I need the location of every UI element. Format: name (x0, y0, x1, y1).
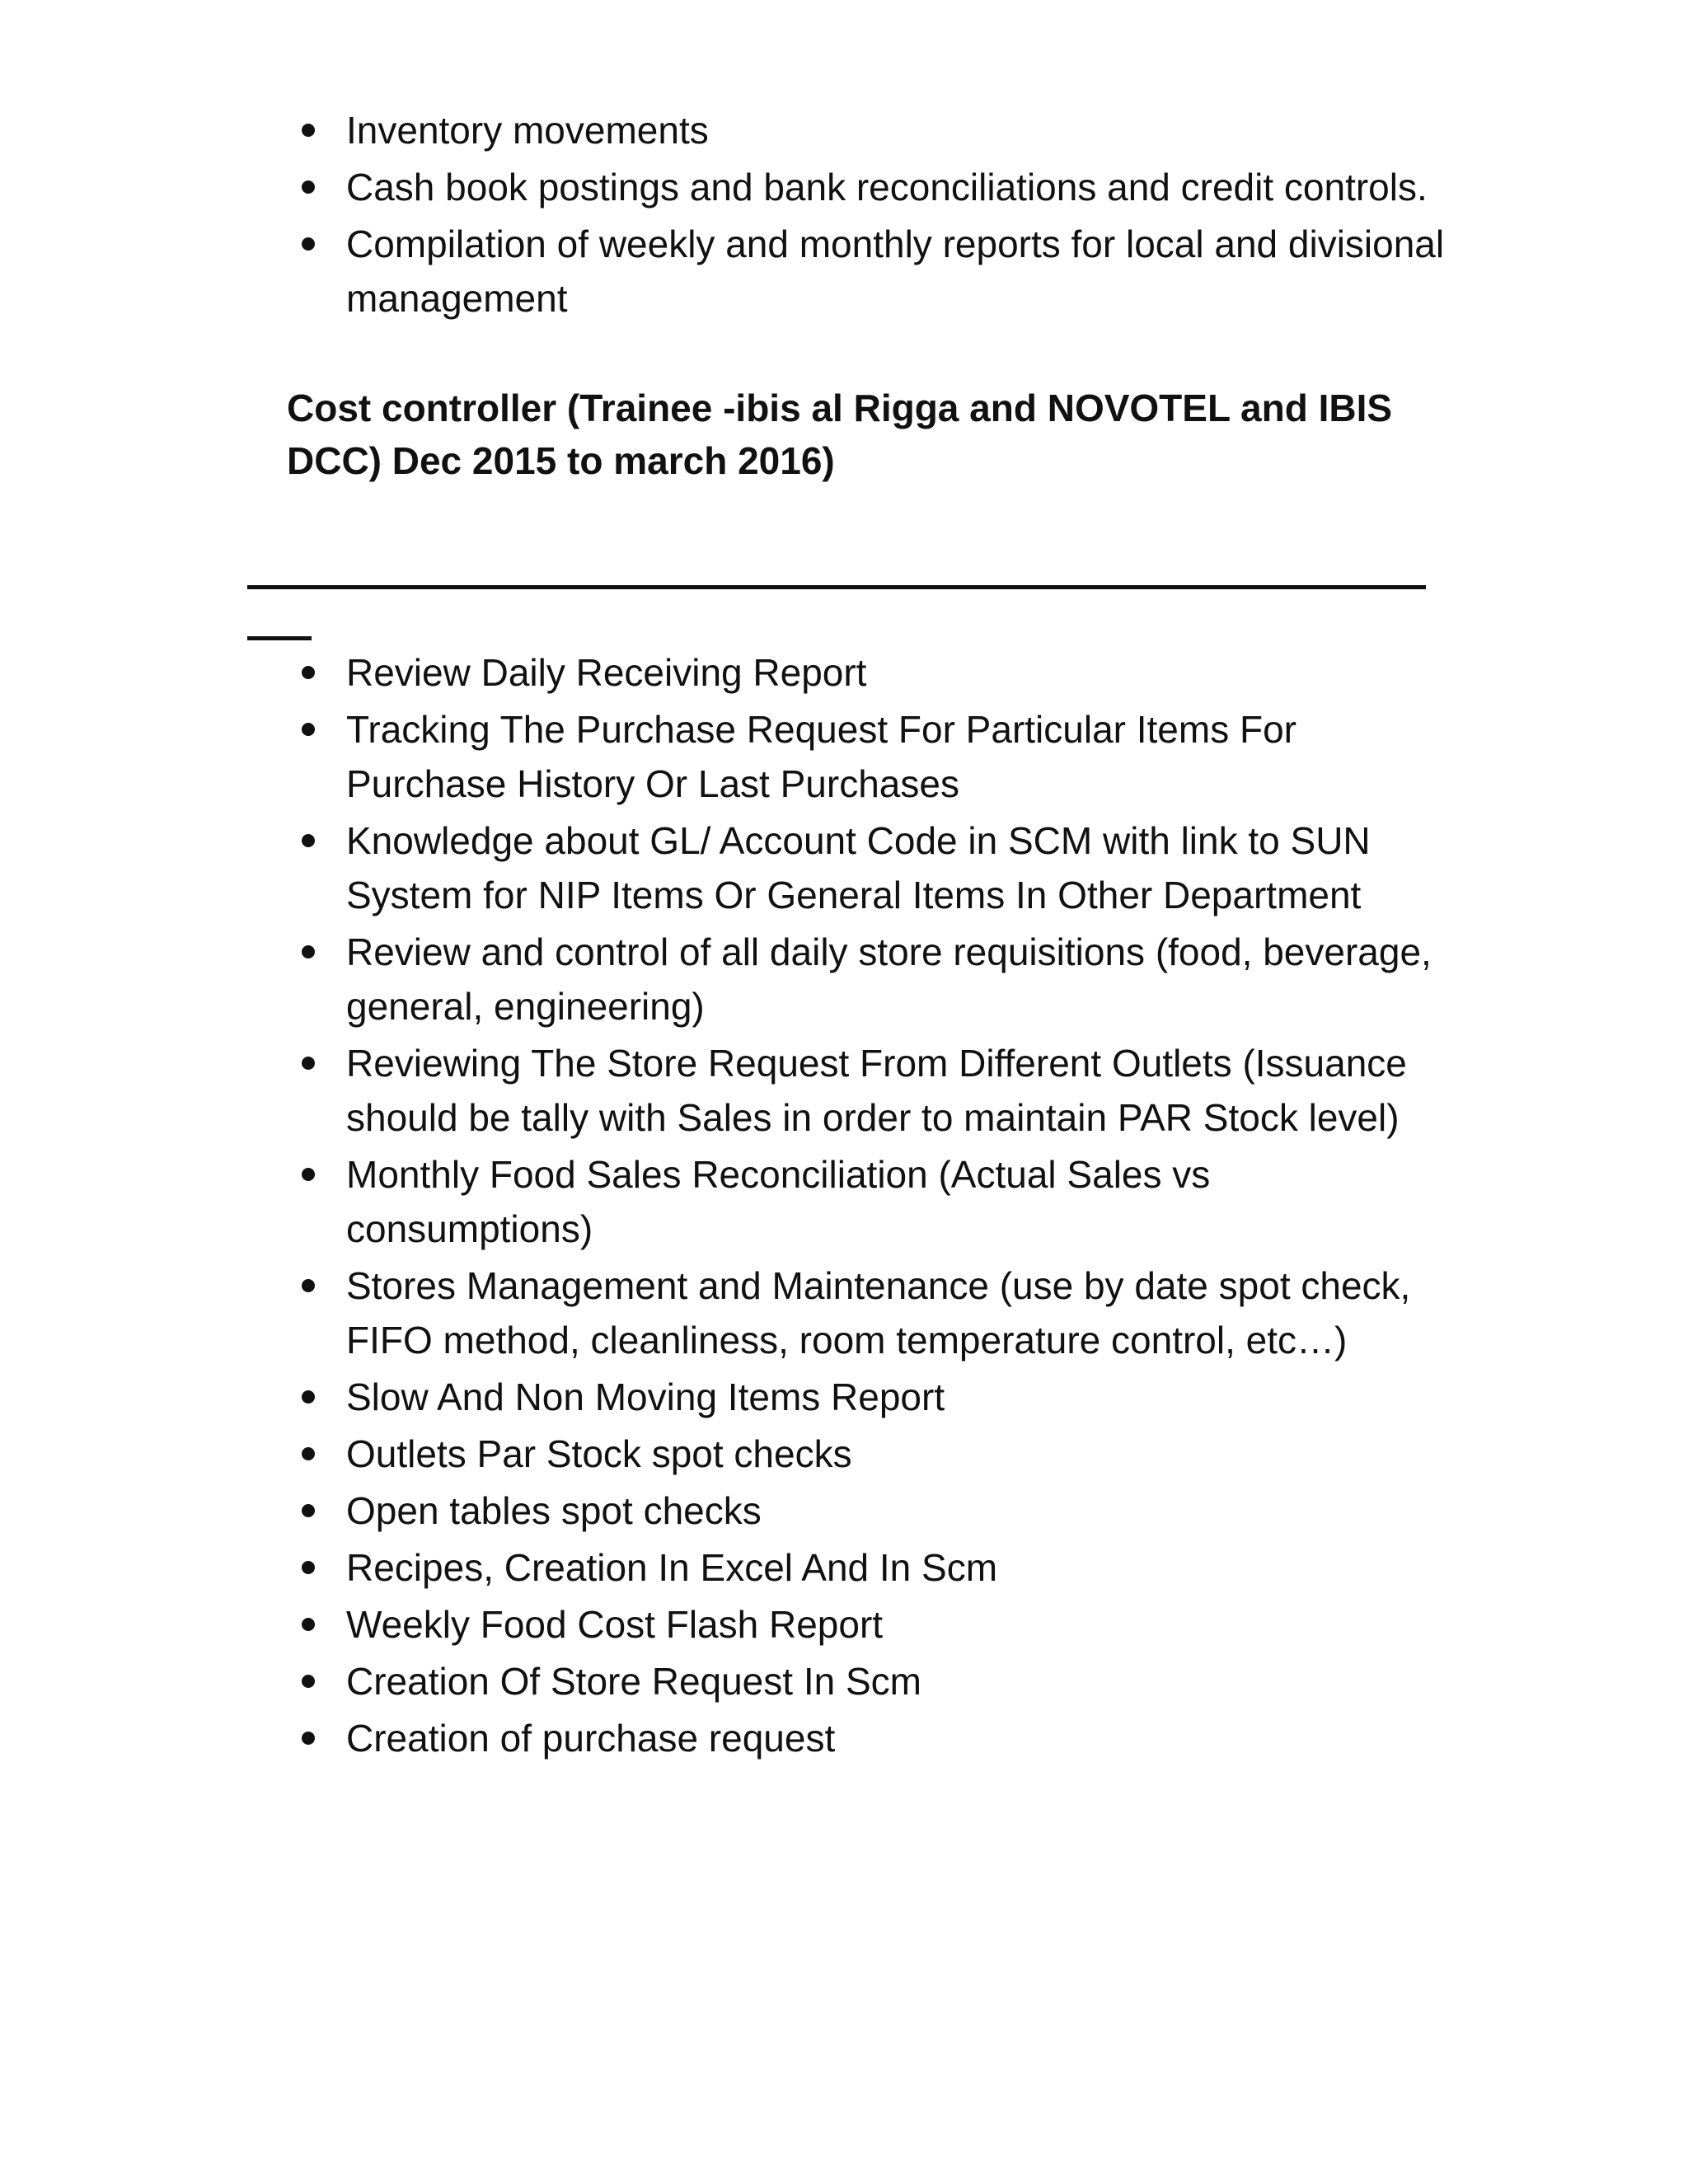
list-item-text: Recipes, Creation In Excel And In Scm (346, 1546, 998, 1589)
bullet-icon (302, 1057, 315, 1070)
bullet-icon (302, 180, 315, 194)
list-item-text: Weekly Food Cost Flash Report (346, 1603, 884, 1646)
list-item-text: Review and control of all daily store requisitions (food, beverage, general, engineering) (346, 930, 1432, 1028)
list-item-text: Review Daily Receiving Report (346, 651, 867, 694)
list-item (297, 1427, 1451, 1481)
bullet-icon (302, 1618, 315, 1631)
list-item-text: Creation of purchase request (346, 1717, 836, 1760)
list-item (297, 1483, 1451, 1538)
bullet-icon (302, 1168, 315, 1181)
bullet-icon (302, 1390, 315, 1404)
bullet-icon (302, 1447, 315, 1460)
bullet-icon (302, 1279, 315, 1292)
list-item (297, 103, 1451, 157)
list-item (297, 925, 1451, 1033)
bullet-icon (302, 1732, 315, 1745)
bullet-icon (302, 834, 315, 847)
list-item (297, 1258, 1451, 1367)
bullet-icon (302, 945, 315, 958)
list-item (297, 1597, 1451, 1652)
bullet-icon (302, 723, 315, 736)
list-item (297, 645, 1451, 700)
list-item-text: Compilation of weekly and monthly reports for local and divisional management (346, 223, 1445, 320)
list-item-text: Slow And Non Moving Items Report (346, 1376, 945, 1418)
bullet-icon (302, 666, 315, 679)
list-item-text: Outlets Par Stock spot checks (346, 1432, 852, 1475)
bullet-icon (302, 1504, 315, 1517)
list-item-text: Knowledge about GL/ Account Code in SCM with link to SUN System for NIP Items Or General Items In Other Department (346, 819, 1371, 916)
list-item (297, 160, 1451, 214)
list-item (297, 1540, 1451, 1595)
list-item-text: Open tables spot checks (346, 1489, 762, 1532)
list-item-text: Inventory movements (346, 109, 709, 152)
list-item (297, 1654, 1451, 1708)
list-item-text: Reviewing The Store Request From Different Outlets (Issuance should be tally with Sales in order to maintain PAR Stock level) (346, 1042, 1407, 1139)
list-item-text: Stores Management and Maintenance (use by date spot check, FIFO method, cleanliness, room temperature control, etc…) (346, 1264, 1411, 1361)
job-heading: Cost controller (Trainee -ibis al Rigga and NOVOTEL and IBIS DCC) Dec 2015 to march 2016) (287, 387, 1393, 482)
divider-line (247, 585, 1426, 589)
duties-list (297, 645, 1451, 1768)
list-item-text: Cash book postings and bank reconciliations and credit controls. (346, 166, 1428, 209)
list-item (297, 702, 1451, 811)
list-item-text: Creation Of Store Request In Scm (346, 1660, 921, 1703)
bullet-icon (302, 1561, 315, 1574)
list-item (297, 1147, 1451, 1256)
list-item-text: Monthly Food Sales Reconciliation (Actual Sales vs consumptions) (346, 1153, 1211, 1250)
list-item (297, 813, 1451, 922)
bullet-icon (302, 237, 315, 251)
list-item-text: Tracking The Purchase Request For Particular Items For Purchase History Or Last Purchases (346, 708, 1296, 805)
bullet-icon (302, 1675, 315, 1688)
list-item (297, 1370, 1451, 1424)
list-item (297, 217, 1451, 326)
list-item (297, 1036, 1451, 1145)
divider-line-tail (247, 636, 312, 640)
list-item (297, 1711, 1451, 1765)
previous-duties-list (297, 103, 1451, 328)
bullet-icon (302, 124, 315, 137)
